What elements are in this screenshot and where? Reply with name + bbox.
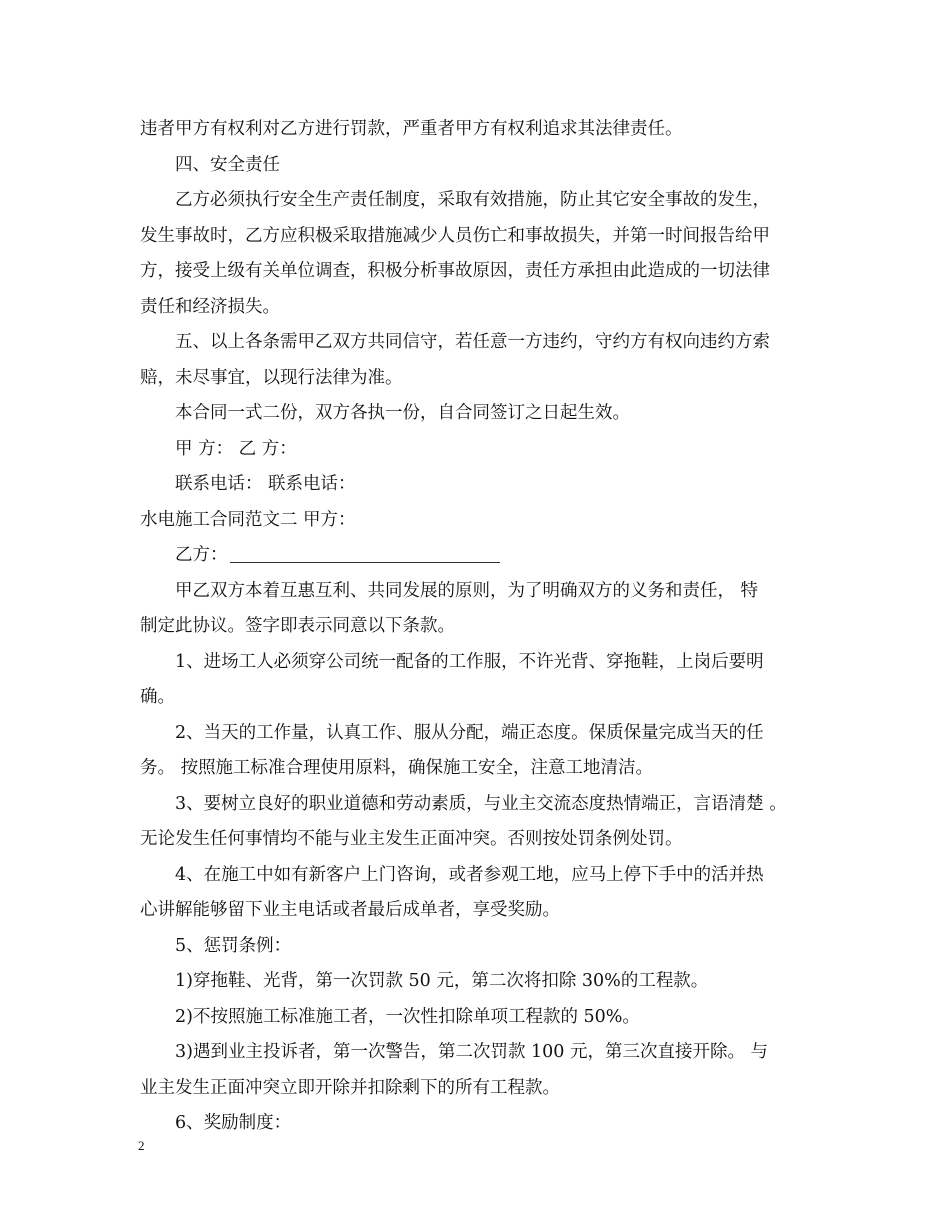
signature-line-parties: 甲 方： 乙 方： (175, 438, 297, 459)
penalty-3: 3)遇到业主投诉者，第一次警告，第二次罚款 100 元，第三次直接开除。 与 (175, 1042, 769, 1062)
text-line: 无论发生任何事情均不能与业主发生正面冲突。否则按处罚条例处罚。 (140, 829, 683, 849)
clause-4: 4、在施工中如有新客户上门咨询，或者参观工地，应马上停下手中的活并热 (175, 864, 764, 885)
party-b-label: 乙方： (175, 545, 228, 565)
text-line: 发生事故时，乙方应积极采取措施减少人员伤亡和事故损失，并第一时间报告给甲 (140, 225, 770, 246)
party-b-line (140, 538, 812, 574)
text-line: 确。 (140, 687, 175, 707)
signature-line-phone: 联系电话： 联系电话： (175, 474, 356, 494)
text-line: 乙方必须执行安全生产责任制度，采取有效措施，防止其它安全事故的发生， (175, 190, 770, 210)
clause-3: 3、要树立良好的职业道德和劳动素质，与业主交流态度热情端正，言语清楚 。 (175, 793, 787, 814)
clause-6: 6、奖励制度： (175, 1113, 292, 1133)
text-line: 本合同一式二份，双方各执一份，自合同签订之日起生效。 (175, 403, 630, 423)
text-line: 方，接受上级有关单位调查，积极分析事故原因，责任方承担由此造成的一切法律 (140, 261, 770, 281)
text-line: 违者甲方有权利对乙方进行罚款，严重者甲方有权利追求其法律责任。 (140, 119, 683, 139)
clause-2: 2、当天的工作量，认真工作、服从分配，端正态度。保质保量完成当天的任 (175, 722, 764, 743)
document-body (140, 112, 812, 1142)
section-heading-safety: 四、安全责任 (175, 154, 280, 175)
party-b-blank (230, 546, 500, 563)
text-line: 业主发生正面冲突立即开除并扣除剩下的所有工程款。 (140, 1077, 560, 1098)
text-line: 赔，未尽事宜，以现行法律为准。 (140, 367, 403, 388)
text-line: 五、以上各条需甲乙双方共同信守，若任意一方违约，守约方有权向违约方索 (175, 332, 770, 352)
text-line: 责任和经济损失。 (140, 296, 280, 317)
clause-1: 1、进场工人必须穿公司统一配备的工作服，不许光背、穿拖鞋，上岗后要明 (175, 651, 764, 672)
page-number: 2 (138, 1138, 145, 1153)
penalty-2: 2)不按照施工标准施工者，一次性扣除单项工程款的 50%。 (175, 1006, 640, 1027)
text-line: 甲乙双方本着互惠互利、共同发展的原则，为了明确双方的义务和责任， 特 (175, 580, 759, 601)
text-line: 制定此协议。签字即表示同意以下条款。 (140, 616, 455, 636)
clause-5: 5、惩罚条例： (175, 935, 292, 956)
text-line: 心讲解能够留下业主电话或者最后成单者，享受奖励。 (140, 900, 560, 920)
text-line: 务。 按照施工标准合理使用原料，确保施工安全，注意工地清洁。 (140, 758, 654, 778)
penalty-1: 1)穿拖鞋、光背，第一次罚款 50 元，第二次将扣除 30%的工程款。 (175, 971, 709, 991)
contract-title-line: 水电施工合同范文二 甲方： (140, 509, 356, 530)
